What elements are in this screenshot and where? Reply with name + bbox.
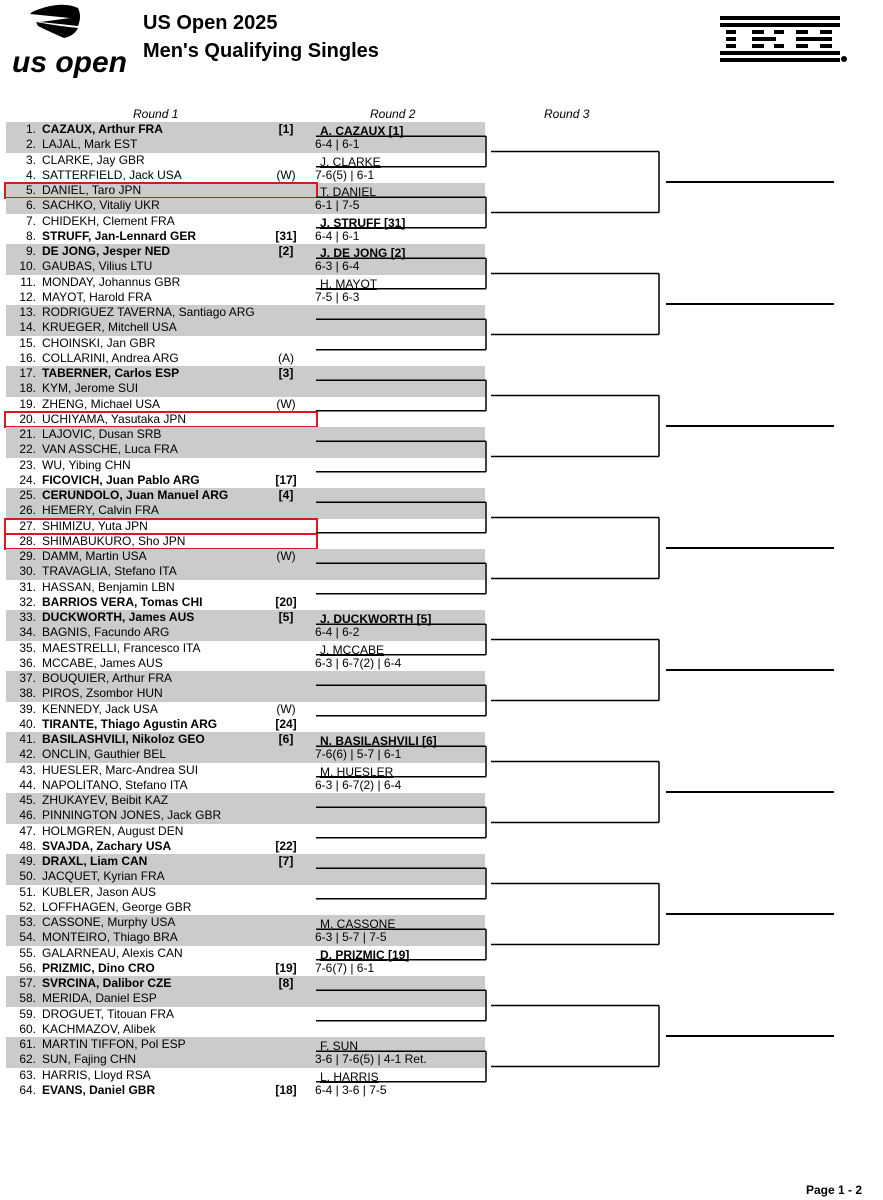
round2-winner[interactable]: H. MAYOT	[320, 276, 378, 291]
player-name[interactable]: MONDAY, Johannus GBR	[42, 274, 181, 289]
draw-position: 4.	[25, 167, 36, 182]
match-score: 7-6(6) | 5-7 | 6-1	[315, 747, 402, 762]
tournament-title: US Open 2025	[143, 12, 278, 34]
draw-position: 37.	[19, 671, 36, 685]
player-name[interactable]: PRIZMIC, Dino CRO	[42, 960, 155, 975]
match-score: 6-4 | 3-6 | 7-5	[315, 1082, 387, 1097]
player-seed: (W)	[276, 396, 296, 411]
draw-position: 44.	[19, 777, 36, 792]
player-seed: [8]	[278, 976, 294, 990]
player-name[interactable]: SUN, Fajing CHN	[42, 1052, 137, 1067]
player-name[interactable]: LAJAL, Mark EST	[42, 137, 138, 152]
round2-winner[interactable]: M. HUESLER	[320, 764, 394, 779]
draw-position: 35.	[19, 640, 36, 655]
match-score: 6-4 | 6-1	[315, 228, 360, 243]
player-seed: (A)	[278, 350, 294, 365]
player-name[interactable]: FICOVICH, Juan Pablo ARG	[42, 472, 200, 487]
player-name[interactable]: DE JONG, Jesper NED	[42, 244, 171, 258]
draw-position: 2.	[25, 137, 36, 152]
draw-position: 34.	[19, 625, 36, 640]
player-name[interactable]: SHIMABUKURO, Sho JPN	[42, 533, 186, 548]
player-seed: [17]	[275, 472, 297, 487]
draw-position: 5.	[25, 183, 36, 197]
draw-position: 12.	[19, 289, 36, 304]
draw-position: 46.	[19, 808, 36, 823]
draw-position: 39.	[19, 701, 36, 716]
draw-position: 8.	[25, 228, 36, 243]
player-seed: [31]	[275, 228, 297, 243]
player-name[interactable]: UCHIYAMA, Yasutaka JPN	[42, 411, 187, 426]
draw-position: 47.	[19, 823, 36, 838]
player-name[interactable]: BARRIOS VERA, Tomas CHI	[42, 594, 203, 609]
round2-winner[interactable]: J. CLARKE	[320, 154, 381, 169]
draw-position: 22.	[19, 442, 36, 457]
player-seed: (W)	[276, 167, 296, 182]
player-name[interactable]: BASILASHVILI, Nikoloz GEO	[42, 732, 205, 746]
player-name[interactable]: CHOINSKI, Jan GBR	[42, 335, 156, 350]
player-name[interactable]: DRAXL, Liam CAN	[42, 854, 148, 868]
player-name[interactable]: SACHKO, Vitaliy UKR	[42, 198, 160, 213]
draw-position: 14.	[19, 320, 36, 335]
draw-position: 41.	[19, 732, 36, 746]
player-name[interactable]: HARRIS, Lloyd RSA	[42, 1067, 151, 1082]
player-name[interactable]: KACHMAZOV, Alibek	[42, 1021, 156, 1036]
draw-position: 58.	[19, 991, 36, 1006]
player-name[interactable]: GAUBAS, Vilius LTU	[42, 259, 153, 274]
round2-winner[interactable]: T. DANIEL	[320, 185, 377, 199]
player-name[interactable]: CAZAUX, Arthur FRA	[42, 122, 163, 136]
draw-position: 45.	[19, 793, 36, 807]
player-seed: [24]	[275, 716, 297, 731]
player-name[interactable]: PINNINGTON JONES, Jack GBR	[42, 808, 222, 823]
draw-position: 28.	[19, 533, 36, 548]
draw-position: 24.	[19, 472, 36, 487]
match-score: 3-6 | 7-6(5) | 4-1 Ret.	[315, 1052, 427, 1067]
player-seed: [20]	[275, 594, 297, 609]
draw-position: 19.	[19, 396, 36, 411]
player-seed: [5]	[278, 610, 294, 624]
player-name[interactable]: KENNEDY, Jack USA	[42, 701, 158, 716]
player-name[interactable]: EVANS, Daniel GBR	[42, 1082, 156, 1097]
draw-position: 62.	[19, 1052, 36, 1067]
draw-position: 30.	[19, 564, 36, 579]
player-seed: [4]	[278, 488, 294, 502]
draw-position: 11.	[20, 274, 36, 289]
match-score: 6-3 | 5-7 | 7-5	[315, 930, 387, 945]
player-seed: [19]	[275, 960, 297, 975]
player-seed: (W)	[276, 549, 296, 563]
player-name[interactable]: ZHENG, Michael USA	[42, 396, 161, 411]
player-seed: [6]	[278, 732, 294, 746]
draw-position: 42.	[19, 747, 36, 762]
player-seed: [3]	[278, 366, 294, 380]
player-name[interactable]: LAJOVIC, Dusan SRB	[42, 427, 162, 441]
match-score: 7-6(7) | 6-1	[315, 960, 375, 975]
player-name[interactable]: STRUFF, Jan-Lennard GER	[42, 228, 197, 243]
player-name[interactable]: DUCKWORTH, James AUS	[42, 610, 195, 624]
player-name[interactable]: BOUQUIER, Arthur FRA	[42, 671, 173, 685]
match-score: 6-3 | 6-7(2) | 6-4	[315, 655, 402, 670]
round-2-header: Round 2	[370, 107, 416, 121]
player-name[interactable]: NAPOLITANO, Stefano ITA	[42, 777, 188, 792]
svg-text:us open: us open	[12, 46, 128, 78]
draw-position: 9.	[25, 244, 36, 258]
player-name[interactable]: GALARNEAU, Alexis CAN	[42, 945, 183, 960]
draw-position: 17.	[19, 366, 36, 380]
player-name[interactable]: SVRCINA, Dalibor CZE	[42, 976, 172, 990]
draw-position: 50.	[19, 869, 36, 884]
player-name[interactable]: MAESTRELLI, Francesco ITA	[42, 640, 201, 655]
draw-position: 52.	[19, 899, 36, 914]
player-name[interactable]: MAYOT, Harold FRA	[42, 289, 152, 304]
match-score: 7-6(5) | 6-1	[315, 167, 375, 182]
player-name[interactable]: WU, Yibing CHN	[42, 457, 131, 472]
draw-position: 27.	[19, 518, 36, 533]
draw-position: 7.	[25, 213, 36, 228]
round2-winner[interactable]: L. HARRIS	[320, 1069, 379, 1084]
draw-position: 31.	[19, 579, 36, 594]
draw-position: 15.	[19, 335, 36, 350]
player-name[interactable]: KUBLER, Jason AUS	[42, 884, 157, 899]
player-name[interactable]: LOFFHAGEN, George GBR	[42, 899, 192, 914]
player-name[interactable]: TRAVAGLIA, Stefano ITA	[42, 564, 177, 579]
draw-position: 57.	[19, 976, 36, 990]
player-seed: (W)	[276, 701, 296, 716]
draw-position: 21.	[19, 427, 36, 441]
player-name[interactable]: BAGNIS, Facundo ARG	[42, 625, 170, 640]
draw-position: 40.	[19, 716, 36, 731]
draw-position: 1.	[25, 122, 36, 136]
player-seed: [2]	[278, 244, 294, 258]
match-score: 6-3 | 6-4	[315, 259, 360, 274]
round2-winner[interactable]: D. PRIZMIC [19]	[320, 947, 410, 962]
player-name[interactable]: JACQUET, Kyrian FRA	[42, 869, 165, 884]
player-name[interactable]: TIRANTE, Thiago Agustin ARG	[42, 716, 218, 731]
draw-position: 60.	[19, 1021, 36, 1036]
draw-position: 53.	[19, 915, 36, 929]
player-name[interactable]: DANIEL, Taro JPN	[42, 183, 142, 197]
player-name[interactable]: MCCABE, James AUS	[42, 655, 163, 670]
player-name[interactable]: HASSAN, Benjamin LBN	[42, 579, 175, 594]
player-name[interactable]: CERUNDOLO, Juan Manuel ARG	[42, 488, 229, 502]
player-name[interactable]: HOLMGREN, August DEN	[42, 823, 184, 838]
match-score: 6-3 | 6-7(2) | 6-4	[315, 777, 402, 792]
player-name[interactable]: HUESLER, Marc-Andrea SUI	[42, 762, 199, 777]
draw-position: 43.	[19, 762, 36, 777]
player-name[interactable]: VAN ASSCHE, Luca FRA	[42, 442, 178, 457]
player-name[interactable]: SATTERFIELD, Jack USA	[42, 167, 182, 182]
draw-position: 25.	[19, 488, 36, 502]
draw-position: 51.	[19, 884, 36, 899]
round2-winner[interactable]: J. MCCABE	[320, 642, 385, 657]
draw-position: 23.	[19, 457, 36, 472]
player-name[interactable]: TABERNER, Carlos ESP	[42, 366, 180, 380]
player-name[interactable]: SHIMIZU, Yuta JPN	[42, 518, 148, 533]
round2-winner[interactable]: F. SUN	[320, 1039, 359, 1053]
draw-position: 16.	[19, 350, 36, 365]
player-seed: [7]	[278, 854, 294, 868]
draw-position: 59.	[19, 1006, 36, 1021]
draw-position: 49.	[19, 854, 36, 868]
round2-winner[interactable]: J. DUCKWORTH [5]	[320, 612, 432, 626]
round-1-header: Round 1	[133, 107, 179, 121]
draw-position: 48.	[19, 838, 36, 853]
draw-position: 56.	[19, 960, 36, 975]
draw-position: 18.	[19, 381, 36, 396]
player-name[interactable]: KRUEGER, Mitchell USA	[42, 320, 177, 335]
player-name[interactable]: SVAJDA, Zachary USA	[42, 838, 172, 853]
draw-position: 61.	[19, 1037, 36, 1051]
draw-position: 13.	[19, 305, 36, 319]
player-seed: [1]	[278, 122, 294, 136]
round2-winner[interactable]: A. CAZAUX [1]	[320, 124, 404, 138]
draw-position: 38.	[19, 686, 36, 701]
player-name[interactable]: HEMERY, Calvin FRA	[42, 503, 159, 518]
round2-winner[interactable]: M. CASSONE	[320, 917, 396, 931]
player-name[interactable]: KYM, Jerome SUI	[42, 381, 139, 396]
round2-winner[interactable]: J. STRUFF [31]	[320, 215, 406, 230]
player-name[interactable]: PIROS, Zsombor HUN	[42, 686, 163, 701]
player-name[interactable]: ZHUKAYEV, Beibit KAZ	[42, 793, 169, 807]
event-title: Men's Qualifying Singles	[143, 40, 379, 62]
player-name[interactable]: CLARKE, Jay GBR	[42, 152, 145, 167]
draw-position: 36.	[19, 655, 36, 670]
draw-position: 20.	[19, 411, 36, 426]
player-name[interactable]: MONTEIRO, Thiago BRA	[42, 930, 178, 945]
draw-position: 63.	[19, 1067, 36, 1082]
player-name[interactable]: MARTIN TIFFON, Pol ESP	[42, 1037, 186, 1051]
player-name[interactable]: DROGUET, Titouan FRA	[42, 1006, 175, 1021]
draw-position: 29.	[19, 549, 36, 563]
page-number: Page 1 - 2	[806, 1183, 863, 1197]
draw-position: 6.	[25, 198, 36, 213]
match-score: 7-5 | 6-3	[315, 289, 360, 304]
player-name[interactable]: MERIDA, Daniel ESP	[42, 991, 157, 1006]
draw-position: 33.	[19, 610, 36, 624]
match-score: 6-4 | 6-2	[315, 625, 360, 640]
draw-position: 64.	[19, 1082, 36, 1097]
draw-position: 10.	[19, 259, 36, 274]
draw-position: 26.	[19, 503, 36, 518]
player-name[interactable]: RODRIGUEZ TAVERNA, Santiago ARG	[42, 305, 255, 319]
round-3-header: Round 3	[544, 107, 590, 121]
draw-position: 55.	[19, 945, 36, 960]
round2-winner[interactable]: J. DE JONG [2]	[320, 246, 406, 260]
player-name[interactable]: CASSONE, Murphy USA	[42, 915, 176, 929]
player-name[interactable]: COLLARINI, Andrea ARG	[42, 350, 179, 365]
match-score: 6-1 | 7-5	[315, 198, 360, 213]
match-score: 6-4 | 6-1	[315, 137, 360, 152]
player-name[interactable]: ONCLIN, Gauthier BEL	[42, 747, 167, 762]
player-seed: [18]	[275, 1082, 297, 1097]
round2-winner[interactable]: N. BASILASHVILI [6]	[320, 734, 437, 748]
player-seed: [22]	[275, 838, 297, 853]
player-name[interactable]: CHIDEKH, Clement FRA	[42, 213, 175, 228]
draw-position: 54.	[19, 930, 36, 945]
draw-position: 32.	[19, 594, 36, 609]
player-name[interactable]: DAMM, Martin USA	[42, 549, 147, 563]
draw-position: 3.	[25, 152, 36, 167]
